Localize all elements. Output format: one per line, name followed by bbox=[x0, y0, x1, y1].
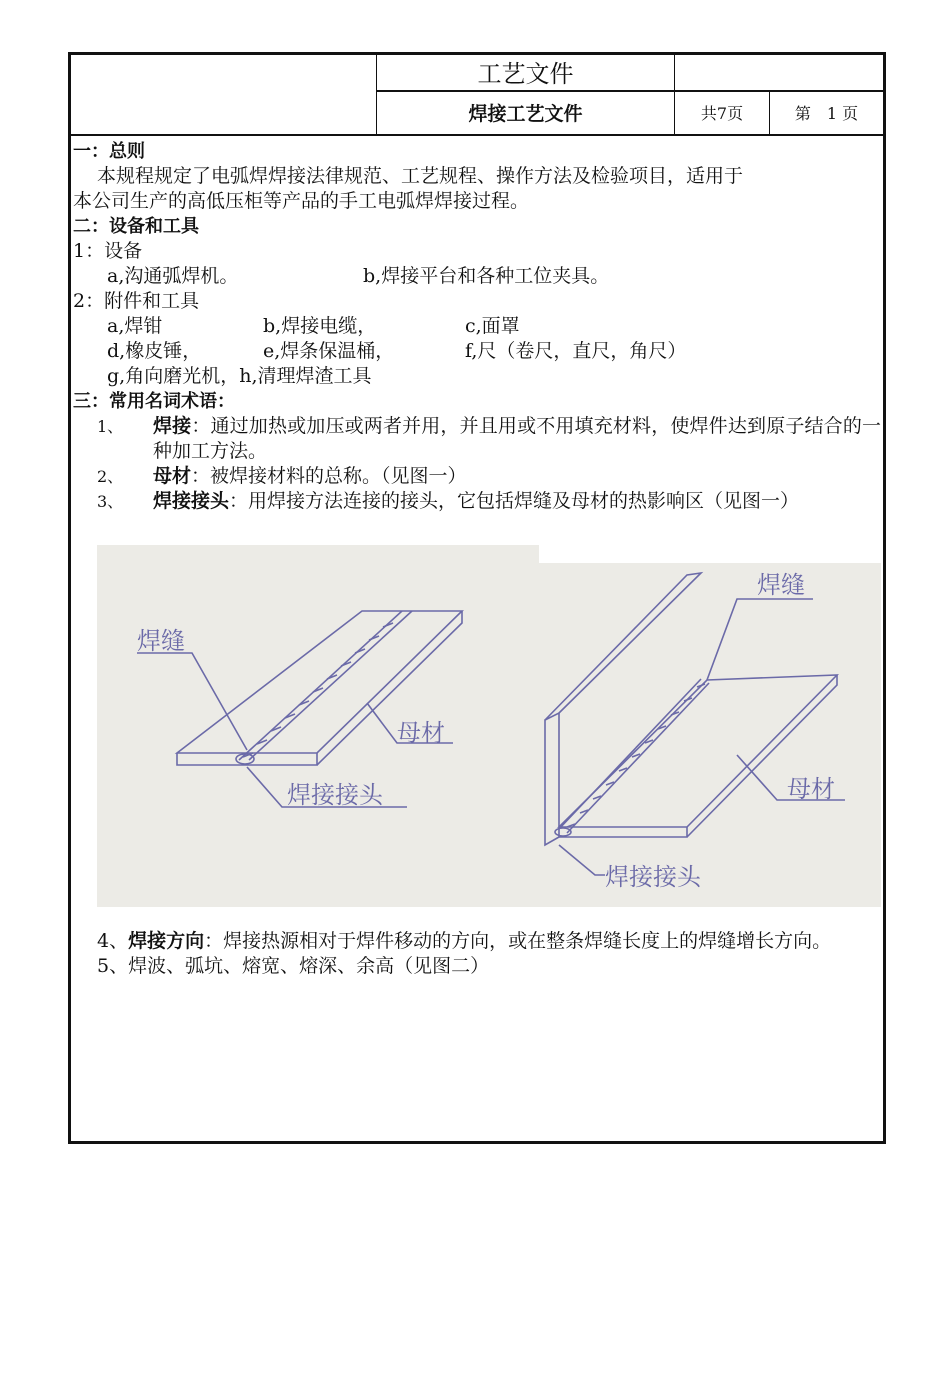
label-left-joint: 焊接接头 bbox=[287, 781, 383, 809]
tool-item-d: d,橡皮锤， bbox=[107, 340, 202, 362]
tool-item-e: e,焊条保温桶， bbox=[263, 340, 395, 362]
term-number: 1、 bbox=[97, 417, 124, 436]
term-name: 焊接接头 bbox=[153, 490, 230, 512]
term-item-3 bbox=[73, 489, 881, 514]
term-name: 母材 bbox=[153, 465, 192, 487]
label-right-joint: 焊接接头 bbox=[605, 863, 701, 891]
label-right-weld: 焊缝 bbox=[757, 571, 805, 599]
item4-term: 焊接方向 bbox=[128, 930, 205, 952]
tools-row-1 bbox=[73, 314, 881, 339]
term-definition: ：通过加热或加压或两者并用，并且用或不用填充材料，使焊件达到原子结合的一种加工方法。 bbox=[153, 415, 881, 462]
label-left-base: 母材 bbox=[397, 719, 445, 747]
tool-item-a: a,焊钳 bbox=[107, 315, 163, 337]
term-item-4 bbox=[73, 929, 881, 954]
label-left-weld: 焊缝 bbox=[137, 627, 185, 655]
section-heading-terms: 三：常用名词术语： bbox=[73, 391, 235, 412]
label-right-base: 母材 bbox=[787, 775, 835, 803]
term-definition: ：用焊接方法连接的接头，它包括焊缝及母材的热影响区（见图一） bbox=[229, 490, 800, 512]
general-paragraph-line2: 本公司生产的高低压柜等产品的手工电弧焊焊接过程。 bbox=[73, 190, 530, 212]
tool-item-c: c,面罩 bbox=[465, 315, 520, 337]
figure-weld-joint-sketch bbox=[97, 545, 881, 907]
document-body bbox=[73, 139, 881, 514]
item4-number: 4、 bbox=[97, 930, 129, 952]
equipment-item-b: b,焊接平台和各种工位夹具。 bbox=[363, 265, 610, 287]
logo-cell bbox=[71, 55, 377, 136]
header-blank-cell bbox=[675, 55, 883, 92]
term-item-1 bbox=[73, 414, 881, 464]
total-pages: 共7页 bbox=[675, 92, 770, 136]
tool-item-b: b,焊接电缆， bbox=[263, 315, 377, 337]
tool-item-f: f,尺（卷尺，直尺，角尺） bbox=[465, 340, 687, 362]
tools-row-2 bbox=[73, 339, 881, 364]
document-frame bbox=[68, 52, 886, 1144]
equipment-item-a: a,沟通弧焊机。 bbox=[107, 265, 239, 287]
tool-item-g: g,角向磨光机， bbox=[107, 365, 240, 387]
term-item-2 bbox=[73, 464, 881, 489]
tool-item-h: h,清理焊渣工具 bbox=[239, 365, 372, 387]
page-number: 第 1 页 bbox=[770, 92, 883, 136]
term-definition: ：被焊接材料的总称。（见图一） bbox=[191, 465, 467, 487]
term-item-5 bbox=[73, 954, 881, 979]
term-number: 2、 bbox=[97, 467, 124, 486]
item4-definition: ：焊接热源相对于焊件移动的方向，或在整条焊缝长度上的焊缝增长方向。 bbox=[204, 930, 832, 952]
tools-subheading: 2：附件和工具 bbox=[73, 290, 200, 312]
equipment-subheading: 1：设备 bbox=[73, 240, 143, 262]
doc-title-sub: 焊接工艺文件 bbox=[377, 92, 675, 136]
document-body-continued bbox=[73, 929, 881, 979]
item5-text: 焊波、弧坑、熔宽、熔深、余高（见图二） bbox=[128, 955, 490, 977]
general-paragraph-line1: 本规程规定了电弧焊焊接法律规范、工艺规程、操作方法及检验项目，适用于 bbox=[97, 165, 744, 187]
equipment-list bbox=[73, 264, 881, 289]
term-name: 焊接 bbox=[153, 415, 192, 437]
doc-title-main: 工艺文件 bbox=[377, 55, 675, 92]
term-number: 3、 bbox=[97, 492, 124, 511]
tools-row-3 bbox=[73, 364, 881, 389]
section-heading-equipment: 二：设备和工具 bbox=[73, 216, 199, 237]
section-heading-general: 一：总则 bbox=[73, 141, 145, 162]
item5-number: 5、 bbox=[97, 955, 129, 977]
